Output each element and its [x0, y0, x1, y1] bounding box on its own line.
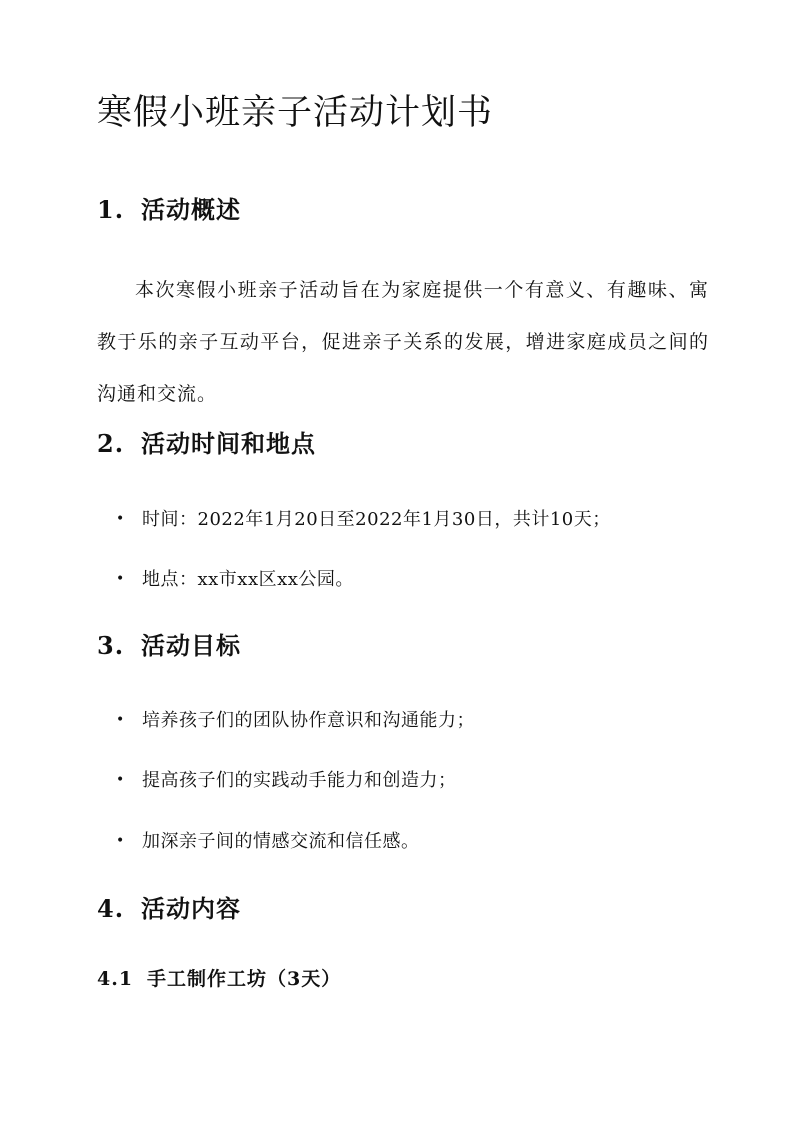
- bullet-icon: •: [116, 712, 125, 728]
- list-item-place: [116, 569, 354, 591]
- section-heading-overview: [97, 196, 241, 225]
- list-item-goal-trust: [116, 831, 420, 853]
- section-heading-content: [97, 895, 241, 924]
- section-number: 1.: [97, 195, 125, 224]
- overview-paragraph: 本次寒假小班亲子活动旨在为家庭提供一个有意义、有趣味、寓教于乐的亲子互动平台，促进亲子关系的发展，增进家庭成员之间的沟通和交流。: [97, 279, 709, 405]
- section-heading-goals: [97, 632, 241, 661]
- list-item-text: 提高孩子们的实践动手能力和创造力；: [142, 770, 457, 791]
- list-item-text: 地点：xx市xx区xx公园。: [142, 569, 354, 590]
- bullet-icon: •: [116, 833, 125, 849]
- list-item-text: 时间：2022年1月20日至2022年1月30日，共计10天；: [142, 509, 611, 530]
- bullet-icon: •: [116, 511, 125, 527]
- list-item-text: 培养孩子们的团队协作意识和沟通能力；: [142, 710, 475, 731]
- section-number: 2.: [97, 429, 125, 458]
- section-number: 3.: [97, 631, 125, 660]
- section-heading-time-place: [97, 430, 316, 459]
- section-title: 活动目标: [141, 631, 241, 660]
- bullet-icon: •: [116, 571, 125, 587]
- subsection-number: 4.1: [97, 968, 134, 990]
- list-item-goal-teamwork: [116, 710, 475, 732]
- list-item-time: [116, 509, 611, 531]
- bullet-icon: •: [116, 772, 125, 788]
- section-number: 4.: [97, 894, 125, 923]
- subsection-heading-handcraft: [97, 968, 341, 991]
- section-title: 活动概述: [141, 195, 241, 224]
- document-title: 寒假小班亲子活动计划书: [97, 93, 494, 133]
- section-title: 活动时间和地点: [141, 429, 316, 458]
- subsection-title: 手工制作工坊（3天）: [147, 968, 342, 990]
- list-item-text: 加深亲子间的情感交流和信任感。: [142, 831, 420, 852]
- section-title: 活动内容: [141, 894, 241, 923]
- list-item-goal-practice: [116, 770, 457, 792]
